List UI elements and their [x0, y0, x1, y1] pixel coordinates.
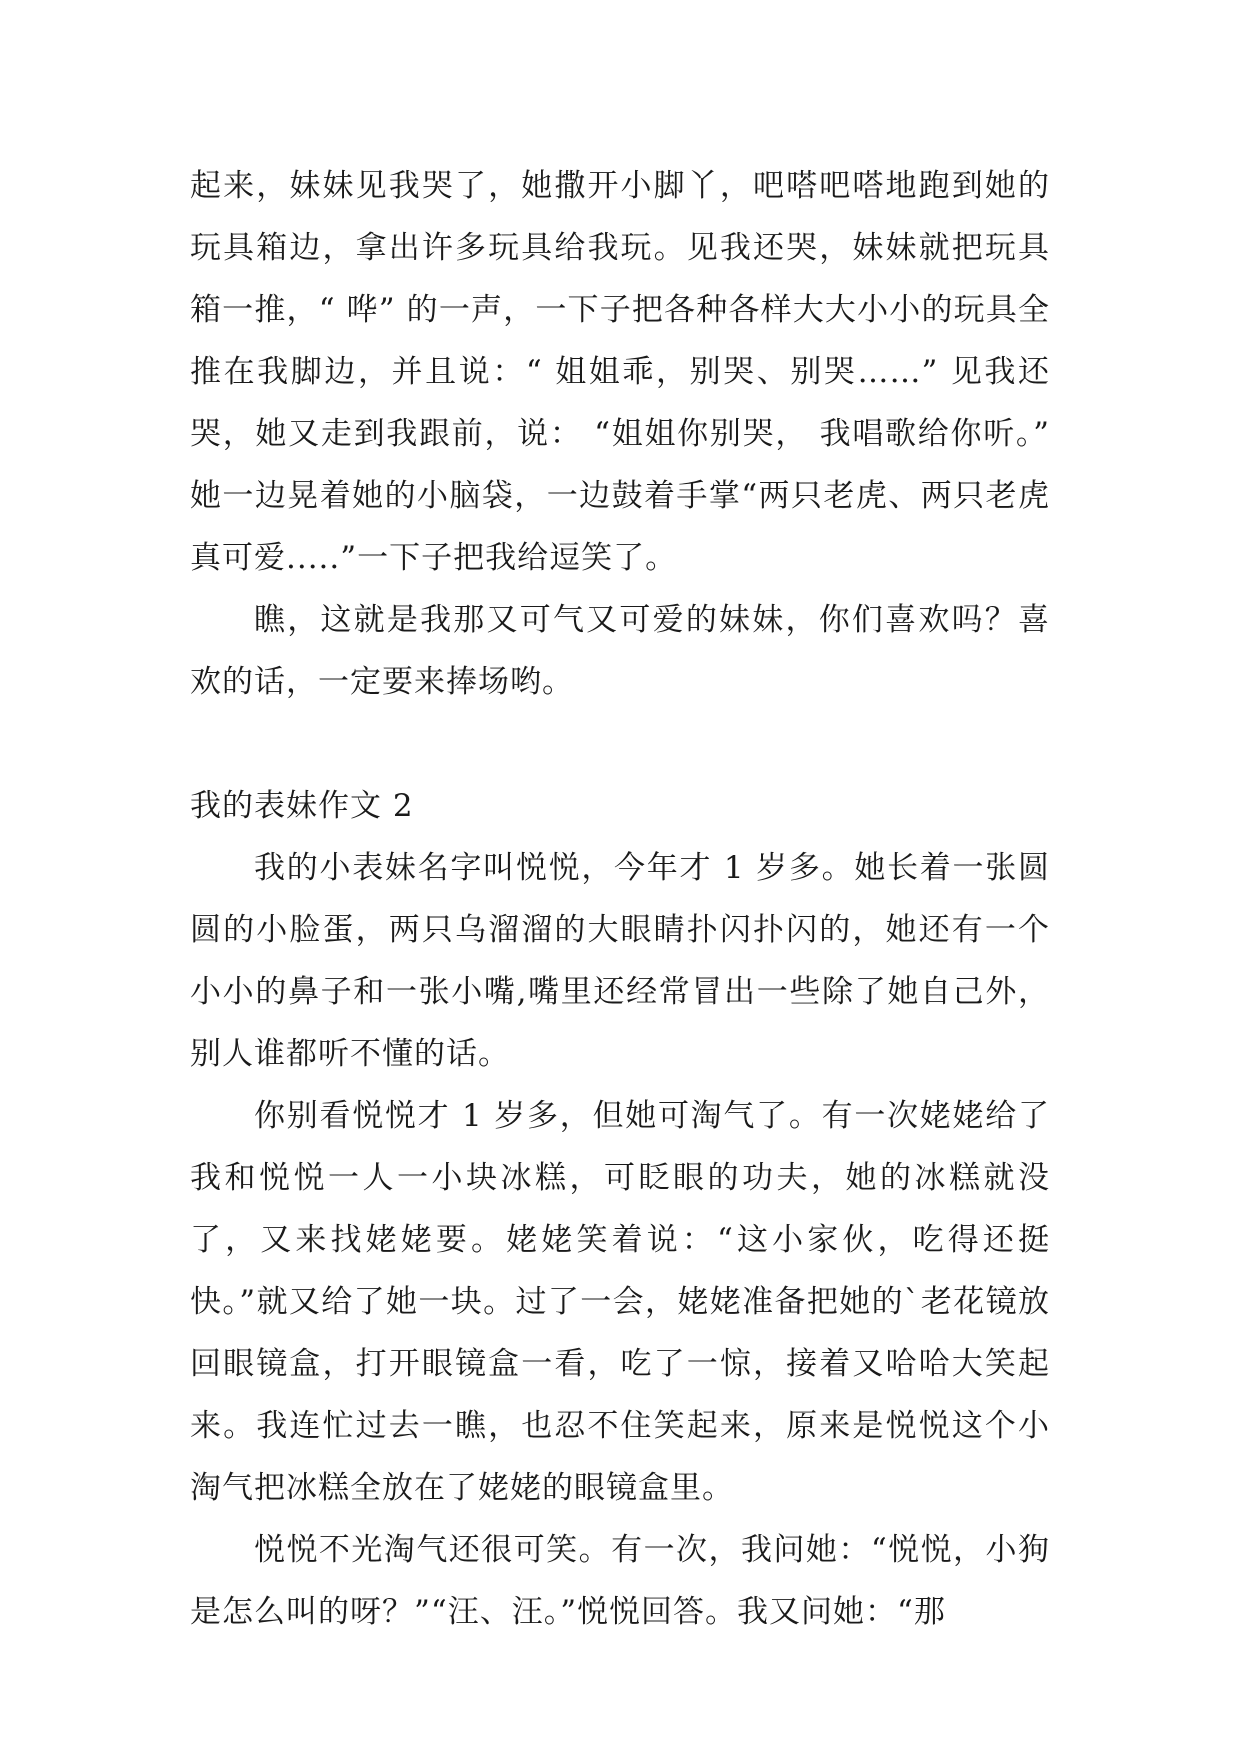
paragraph-intro: 我的小表妹名字叫悦悦，今年才 1 岁多。她长着一张圆圆的小脸蛋，两只乌溜溜的大眼睛扑闪扑闪的，她还有一个小小的鼻子和一张小嘴,嘴里还经常冒出一些除了她自己外，别人谁都听不懂的话。 — [190, 850, 1050, 1072]
paragraph-continued: 起来，妹妹见我哭了，她撒开小脚丫，吧嗒吧嗒地跑到她的玩具箱边，拿出许多玩具给我玩。见我还哭，妹妹就把玩具箱一推，“ 哗” 的一声，一下子把各种各样大大小小的玩具全推在我脚边，并且说：“ 姐姐乖，别哭、别哭……” 见我还哭，她又走到我跟前，说： “姐姐你别哭， 我唱歌给你听。” 她一边晃着她的小脑袋，一边鼓着手掌“两只老虎、两只老虎真可爱.....”一下子把我给逗笑了。 — [190, 168, 1050, 576]
essay-title: 我的表妹作文 2 — [190, 788, 414, 824]
paragraph-funny: 悦悦不光淘气还很可笑。有一次，我问她：“悦悦，小狗是怎么叫的呀？”“汪、汪。”悦悦回答。我又问她：“那 — [190, 1532, 1050, 1630]
paragraph-story: 你别看悦悦才 1 岁多，但她可淘气了。有一次姥姥给了我和悦悦一人一小块冰糕，可眨眼的功夫，她的冰糕就没了，又来找姥姥要。姥姥笑着说：“这小家伙，吃得还挺快。”就又给了她一块。过了一会，姥姥准备把她的`老花镜放回眼镜盒，打开眼镜盒一看，吃了一惊，接着又哈哈大笑起来。我连忙过去一瞧，也忍不住笑起来，原来是悦悦这个小淘气把冰糕全放在了姥姥的眼镜盒里。 — [190, 1098, 1050, 1506]
document-body — [190, 155, 1050, 1643]
paragraph-closing: 瞧，这就是我那又可气又可爱的妹妹，你们喜欢吗？喜欢的话，一定要来捧场哟。 — [190, 602, 1050, 700]
